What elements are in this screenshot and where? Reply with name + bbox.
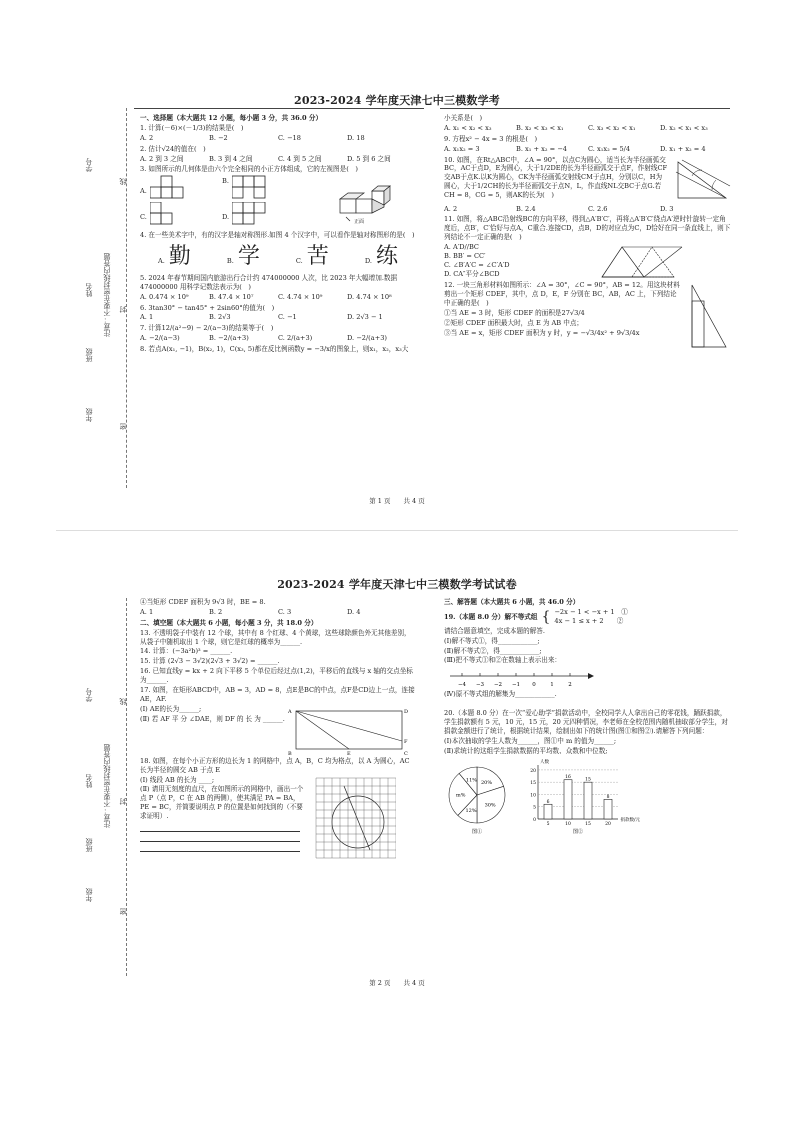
statement: ③当 AE = x，矩形 CDEF 面积为 y 时，y = −√3/4x² + 9√3/4x [444, 328, 640, 337]
option[interactable]: A. x₁ < x₂ < x₃ [444, 123, 492, 132]
sub-question: (Ⅱ) 若 AF 平 分 ∠DAE，则 DF 的 长 为 ______. [140, 714, 285, 723]
x-axis-label: 捐款数/元 [620, 817, 640, 823]
exam-page-2 [0, 568, 794, 1000]
left-column [140, 598, 416, 860]
q17-block [140, 705, 416, 757]
option[interactable]: C. x₃ < x₂ < x₁ [588, 123, 636, 132]
right-column [444, 598, 732, 835]
pie-slice-label: 20% [480, 779, 493, 786]
option[interactable]: C. 苦 [295, 244, 329, 270]
bar-value-label: 16 [565, 774, 571, 780]
option[interactable]: D. x₁ + x₂ = 4 [660, 144, 706, 153]
y-tick-label: 0 [533, 817, 536, 823]
option[interactable]: B. 2.4 [516, 204, 536, 213]
question-text: 3. 如图所示的几何体是由六个完全相同的小正方体组成，它的左视图是( ) [140, 165, 358, 174]
statement: ④当矩形 CDEF 面积为 9√3 时，BE = 8. [140, 598, 266, 606]
question-text: 20.（本题 8.0 分）在一次“爱心助学”捐款活动中，全校同学人人拿出自己的零花钱，踊跃捐款，学生捐款额有 5 元，10 元，15 元，20 元四种情况，李老师在全校范围内随机抽取部分学生，对捐款金额进行了统计，根据统计结果，绘制出如下的统计图(图①和图②).请解答下列问题： [444, 709, 728, 736]
question-text: 18. 如图，在每个小正方形的边长为 1 的网格中，点 A，B，C 均为格点，以 A 为圆心，AC 长为半径的圆交 AB 于点 E [140, 756, 410, 774]
q11-translation-figure [594, 243, 688, 281]
option[interactable]: D. 5 到 6 之间 [347, 154, 391, 163]
rule-line [134, 108, 424, 109]
option[interactable]: D. 4.74 × 10⁸ [347, 292, 392, 301]
question-text: 小关系是( ) [444, 114, 483, 122]
answer-line[interactable] [140, 832, 300, 842]
option[interactable]: D. [222, 213, 230, 222]
axis-tick-label: −2 [493, 682, 503, 689]
option[interactable]: A. 1 [140, 313, 154, 322]
margin-notice: 注意：不要在密封线内答题 [103, 253, 111, 337]
option[interactable]: D. 2√3 − 1 [347, 313, 383, 322]
margin-label-class: 班级 [85, 838, 93, 852]
y-axis-label: 人数 [540, 759, 549, 765]
option[interactable]: B. [222, 177, 229, 186]
inequality-system [554, 608, 627, 626]
option[interactable]: B. 3 到 4 之间 [209, 154, 253, 163]
option[interactable]: B. 47.4 × 10⁷ [209, 292, 254, 301]
option-row [444, 205, 732, 214]
option[interactable]: A. −2/(a−3) [140, 334, 180, 343]
seal-dashed-line [126, 108, 127, 488]
q12-text [444, 281, 682, 351]
option[interactable]: B. 2 [209, 607, 223, 616]
axis-tick-label: 0 [532, 682, 536, 689]
x-tick-label: 10 [565, 821, 571, 827]
option[interactable]: A. 勤 [158, 244, 191, 270]
view-option-c [150, 202, 184, 226]
sub-question: (Ⅱ) 请用无刻度的直尺，在如图所示的网格中，画出一个点 P（点 P，C 在 AB 的两侧），使其满足 PA = BA，PE = BC，并简要说明点 P 的位置是如何找到的（不要求证明）. [140, 785, 304, 821]
option[interactable]: A. 1 [140, 607, 154, 616]
option[interactable]: A. 2 到 3 之间 [140, 154, 184, 163]
pie-slice-label: 12% [465, 807, 477, 814]
pie-slice-label: 30% [484, 802, 496, 809]
q17-rectangle-figure [286, 705, 410, 757]
option[interactable]: D. −2/(a+3) [347, 334, 387, 343]
pie-chart [444, 763, 510, 835]
option[interactable]: D. CA″平分∠BCD [444, 269, 500, 278]
q10-construction-figure [672, 156, 732, 204]
y-tick-label: 10 [530, 793, 536, 799]
margin-label-student-no: 学号 [85, 688, 93, 702]
page-title: 2023-2024 学年度天津七中三模数学考试试卷 [277, 578, 517, 591]
vertex-label: A [288, 708, 292, 715]
answer-line[interactable] [140, 842, 300, 852]
vertex-label: E [347, 750, 351, 757]
margin-label-grade: 年级 [85, 888, 93, 902]
question-text: 16. 已知直线y = kx + 2 向下平移 5 个单位后经过点(1,2)，平移后的直线与 x 轴的交点坐标为______. [140, 667, 413, 685]
q11-block [444, 243, 732, 281]
question-text: 10. 如图，在Rt△ABC中，∠A = 90°，以点C为圆心，适当长为半径画弧交BC，AC于点D，E为圆心，大于1/2DE的长为半径画弧交于点F，作射线CF交AB于点K.以K为圆心，CK为半径画弧交射线CM于点H，分别以C，H为圆心，大于1/2CH的长为半径画弧交于点N，L，作直线NL交BC于点G.若CH = 8，CG = 5，则AK的长为( ) [444, 155, 668, 200]
q19-header [444, 608, 732, 627]
vertex-label: B [288, 750, 292, 757]
margin-label-student-no: 学号 [85, 158, 93, 172]
option[interactable]: B. BB′ = CC′ [444, 252, 486, 261]
y-tick-label: 20 [530, 768, 536, 774]
q10-block [444, 156, 732, 204]
margin-seal-seal: 封 [119, 798, 127, 805]
bar-value-label: 15 [585, 777, 591, 783]
axis-tick-label: −1 [511, 682, 521, 689]
option[interactable]: C. 4.74 × 10⁹ [278, 292, 323, 301]
sub-question: (Ⅰ) 线段 AB 的长为 ____; [140, 775, 215, 784]
option[interactable]: C. −18 [278, 133, 301, 142]
x-tick-label: 20 [605, 821, 611, 827]
axis-tick-label: 2 [568, 682, 572, 689]
q3-figures [140, 175, 416, 227]
q12-triangle-figure [686, 281, 732, 351]
option[interactable]: D. x₂ < x₁ < x₃ [660, 123, 708, 132]
q18-subparts [140, 776, 308, 860]
option[interactable]: C. 4 到 5 之间 [278, 154, 322, 163]
option[interactable]: D. 18 [347, 133, 365, 142]
question-text: 19.（本题 8.0 分）解不等式组 [444, 612, 538, 621]
option[interactable]: A. A′D//BC [444, 243, 479, 252]
bar [544, 804, 552, 819]
q18-block [140, 776, 416, 860]
instruction: 请结合题意填空，完成本题的解答. [444, 626, 546, 635]
option-row [140, 608, 416, 617]
axis-tick-label: −4 [457, 682, 467, 689]
bar [584, 782, 592, 819]
margin-notice: 注意：不要在密封线内答题 [103, 744, 111, 828]
question-text: 7. 计算12/(a²−9) − 2/(a−3)的结果等于( ) [140, 324, 274, 333]
margin-label-name: 姓名 [85, 774, 93, 788]
x-tick-label: 5 [546, 821, 550, 827]
left-column [140, 114, 416, 355]
sub-question: (Ⅲ)把不等式①和②在数轴上表示出来： [444, 656, 562, 665]
pie-slice-label: m% [456, 792, 466, 799]
vertex-label: F [404, 738, 408, 745]
option[interactable]: B. 2√3 [209, 313, 231, 322]
q11-options [444, 243, 594, 281]
option[interactable]: A. 2 [140, 133, 154, 142]
sub-question: (Ⅰ)本次抽取的学生人数为______，图①中 m 的值为______; [444, 736, 617, 745]
option[interactable]: D. 3 [660, 204, 674, 213]
option[interactable]: C. [140, 213, 147, 222]
question-text: 17. 如图，在矩形ABCD中，AB = 3，AD = 8，点E是BC的中点，点F是CD边上一点，连接AE，AF. [140, 686, 415, 703]
section-heading: 一、选择题（本大题共 12 小题，每小题 3 分，共 36.0 分） [140, 114, 323, 122]
vertex-label: D [404, 708, 409, 715]
option[interactable]: A. 2 [444, 204, 458, 213]
option[interactable]: B. −2/(a+3) [209, 334, 249, 343]
question-text: 2. 估计√24的值在( ) [140, 144, 206, 153]
q17-subparts [140, 705, 286, 757]
binding-margin [80, 78, 127, 430]
question-text: 1. 计算(－6)×(－1/3)的结果是( ) [140, 123, 244, 132]
bar [604, 799, 612, 819]
option[interactable]: C. ∠B′A′C = ∠C′A′D [444, 260, 510, 269]
question-text: 15. 计算 (2√3 − 3√2)(2√3 + 3√2) = ______. [140, 657, 280, 666]
pie-slice-label: 11% [465, 777, 478, 784]
sub-question: (Ⅱ)解不等式②，得____________; [444, 646, 542, 655]
question-text: 14. 计算：(−3a²b)³ = ______. [140, 647, 233, 656]
view-option-b [232, 175, 266, 201]
margin-seal-seal: 封 [119, 306, 127, 313]
question-text: 12. 一块三角形材料如图所示：∠A = 30°，∠C = 90°，AB = 12。用这块材料剪出一个矩形 CDEF，其中，点 D，E，F 分别在 BC，AB，AC 上，下列结论中正确的是( ) [444, 281, 680, 307]
margin-label-name: 姓名 [85, 283, 93, 297]
number-line [444, 666, 594, 690]
rule-line [440, 108, 730, 109]
option[interactable]: C. 2/(a+3) [278, 334, 313, 343]
page-separator [56, 530, 738, 531]
option-row [140, 293, 416, 302]
view-option-d [232, 202, 266, 226]
q20-charts [444, 757, 732, 835]
statement: ②矩形 CDEF 面积最大时，点 E 为 AB 中点； [444, 318, 584, 327]
bar-value-label: 8 [606, 794, 610, 800]
inequality: −2x − 1 < −x + 1 ① [554, 608, 628, 617]
option[interactable]: C. 2.6 [588, 204, 608, 213]
question-text: 9. 方程x² − 4x = 3 的根是( ) [444, 134, 538, 143]
chart-title: 图② [572, 828, 584, 835]
y-tick-label: 5 [533, 805, 536, 811]
option-row [140, 334, 416, 343]
page-footer: 第 1 页 共 4 页 [369, 497, 425, 505]
axis-tick-label: 1 [550, 682, 554, 689]
option[interactable]: B. 学 [226, 244, 260, 270]
page-title: 2023-2024 学年度天津七中三模数学考 [293, 94, 501, 107]
option[interactable]: C. −1 [278, 313, 297, 322]
question-text: 4. 在一些美术字中，有的汉字是轴对称图形.如图 4 个汉字中，可以看作是轴对称图形的是( ) [140, 231, 415, 240]
right-column [444, 114, 732, 351]
question-text: 8. 若点A(x₁, −1)，B(x₂, 1)，C(x₃, 5)都在反比例函数y = −3/x的图象上，则x₁，x₂，x₃大 [140, 345, 409, 354]
question-text: 6. 3tan30° − tan45° + 2sin60°的值为( ) [140, 303, 275, 312]
sub-question: (Ⅰ)解不等式①，得____________; [444, 636, 540, 645]
option[interactable]: B. −2 [209, 133, 228, 142]
q18-grid-figure [314, 776, 396, 860]
option-row [140, 134, 416, 143]
question-text: 5. 2024 年春节期间国内旅游出行合计约 474000000 人次，比 2023 年大幅增加.数据 474000000 用科学记数法表示为( ) [140, 273, 398, 291]
option[interactable]: A. x₁x₂ = 3 [444, 144, 480, 153]
option[interactable]: A. [140, 187, 147, 196]
option[interactable]: C. x₁x₂ = 5/4 [588, 144, 631, 153]
margin-label-class: 班级 [85, 348, 93, 362]
section-heading: 二、填空题（本大题共 6 小题，每小题 3 分，共 18.0 分） [140, 618, 318, 627]
chart-title: 图① [471, 828, 483, 835]
seal-dashed-line [126, 598, 127, 976]
view-option-a [150, 175, 184, 201]
option-row [140, 313, 416, 322]
option[interactable]: C. 3 [278, 607, 292, 616]
axis-tick-label: −3 [475, 682, 485, 689]
margin-seal-line: 线 [119, 178, 127, 185]
bar-value-label: 6 [546, 799, 550, 805]
sub-question: (Ⅰ) AE的长为______; [140, 704, 202, 713]
option[interactable]: B. x₁ + x₂ = −4 [516, 144, 567, 153]
margin-seal-secret: 密 [119, 908, 127, 915]
option-row [444, 145, 732, 154]
binding-margin [80, 568, 127, 1000]
front-label: 正面 [354, 219, 365, 226]
sub-question: (Ⅳ)原不等式组的解集为____________. [444, 690, 557, 699]
inequality: 4x − 1 ≤ x + 2 ② [554, 617, 624, 626]
y-tick-label: 15 [530, 780, 536, 786]
x-tick-label: 15 [585, 821, 591, 827]
answer-line[interactable] [140, 822, 300, 832]
q12-block [444, 281, 732, 351]
option-row [444, 124, 732, 133]
question-text: 11. 如图，将△ABC沿射线BC的方向平移，得到△A′B′C′，再将△A′B′C′绕点A′逆时针旋转一定角度后，点B′，C′恰好与点A，C重合.连接CD，点B，D的对应点为C，D恰好在同一条直线上，则下列结论不一定正确的是( ) [444, 215, 731, 242]
margin-label-grade: 年级 [85, 408, 93, 422]
option[interactable]: D. 练 [364, 244, 398, 270]
page-footer: 第 2 页 共 4 页 [369, 979, 425, 987]
question-text: 13. 不透明袋子中装有 12 个球，其中有 8 个红球、4 个黄球，这些球除颜色外无其他差别，从袋子中随机取出 1 个球，则它是红球的概率为______. [140, 628, 411, 646]
brace-icon: { [541, 608, 551, 625]
option-row [140, 155, 416, 164]
option[interactable]: B. x₂ < x₃ < x₁ [516, 123, 564, 132]
option[interactable]: D. 4 [347, 607, 361, 616]
cube-solid-figure [336, 179, 396, 223]
exam-page-1 [0, 78, 794, 505]
q4-characters [140, 242, 416, 272]
option[interactable]: A. 0.474 × 10⁹ [140, 292, 189, 301]
margin-seal-secret: 密 [119, 423, 127, 430]
sub-question: (Ⅱ)求统计的这组学生捐款数据的平均数、众数和中位数; [444, 746, 608, 755]
bar-chart [524, 757, 644, 835]
margin-seal-line: 线 [119, 698, 127, 705]
section-heading: 三、解答题（本大题共 6 小题，共 46.0 分） [444, 598, 580, 606]
vertex-label: C [404, 750, 408, 757]
bar [564, 779, 572, 818]
statement: ①当 AE = 3 时，矩形 CDEF 的面积是27√3/4 [444, 308, 585, 317]
